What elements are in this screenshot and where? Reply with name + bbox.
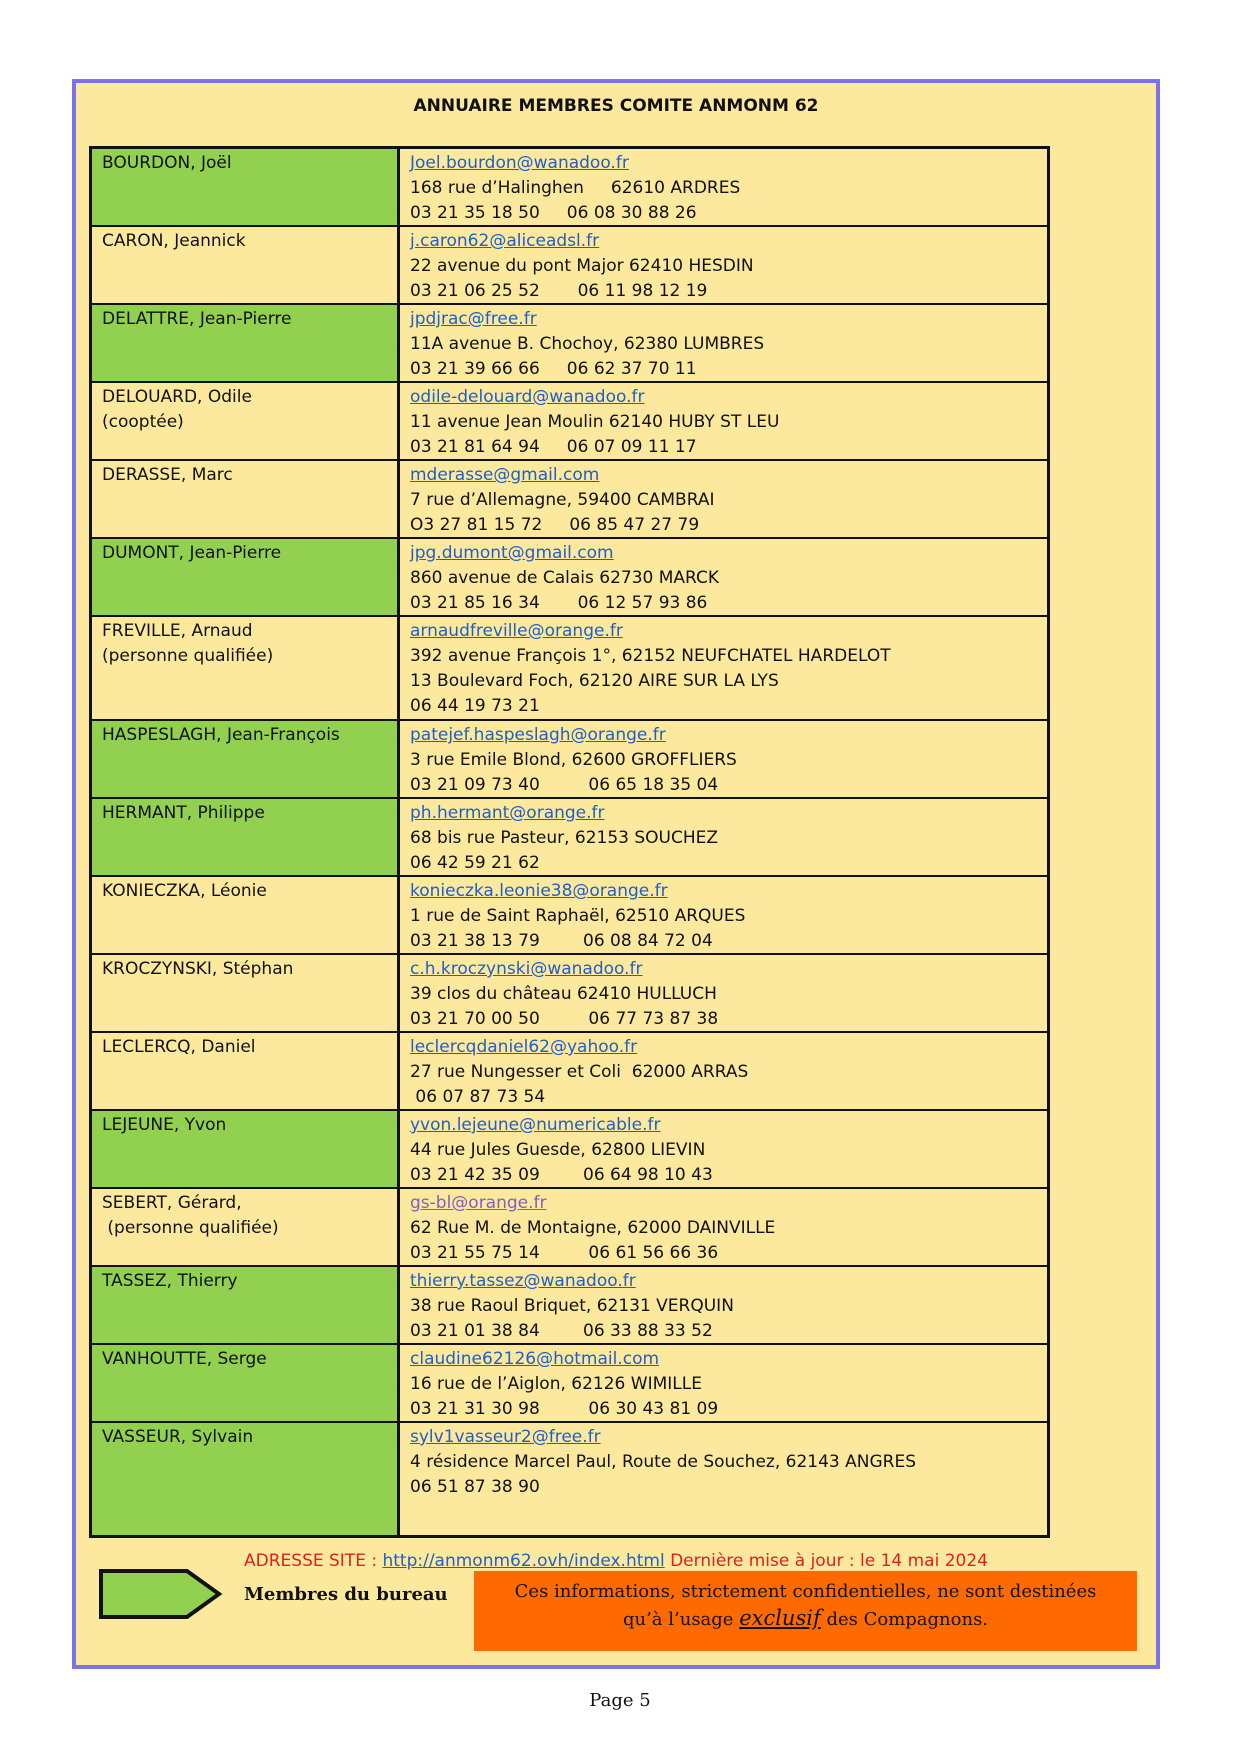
member-email-link[interactable]: patejef.haspeslagh@orange.fr: [410, 725, 666, 745]
member-phones: 03 21 38 13 79 06 08 84 72 04: [410, 931, 713, 951]
member-note: (personne qualifiée): [102, 646, 274, 666]
member-email-link[interactable]: Joel.bourdon@wanadoo.fr: [410, 153, 629, 173]
member-name-cell: HASPESLAGH, Jean-François: [92, 721, 400, 799]
member-name-cell: KROCZYNSKI, Stéphan: [92, 955, 400, 1033]
member-note: (cooptée): [102, 412, 184, 432]
member-name-cell: DELOUARD, Odile (cooptée): [92, 383, 400, 461]
member-info-cell: [400, 877, 1047, 955]
member-info-cell: [400, 305, 1047, 383]
member-address: 22 avenue du pont Major 62410 HESDIN: [410, 256, 754, 276]
member-email-link[interactable]: thierry.tassez@wanadoo.fr: [410, 1271, 636, 1291]
member-address: 27 rue Nungesser et Coli 62000 ARRAS: [410, 1062, 749, 1082]
member-email-link[interactable]: sylv1vasseur2@free.fr: [410, 1427, 601, 1447]
member-phones: 03 21 09 73 40 06 65 18 35 04: [410, 775, 719, 795]
member-info-cell: [400, 1033, 1047, 1111]
member-address: 392 avenue François 1°, 62152 NEUFCHATEL HARDELOT: [410, 646, 891, 666]
member-name-cell: SEBERT, Gérard, (personne qualifiée): [92, 1189, 400, 1267]
member-email-link[interactable]: ph.hermant@orange.fr: [410, 803, 605, 823]
member-info-cell: [400, 799, 1047, 877]
member-phones: 03 21 81 64 94 06 07 09 11 17: [410, 437, 697, 457]
member-phones: 03 21 06 25 52 06 11 98 12 19: [410, 281, 708, 301]
member-phones: 06 07 87 73 54: [410, 1087, 546, 1107]
member-name-cell: LEJEUNE, Yvon: [92, 1111, 400, 1189]
member-phones: 03 21 55 75 14 06 61 56 66 36: [410, 1243, 719, 1263]
member-email-link[interactable]: konieczka.leonie38@orange.fr: [410, 881, 668, 901]
member-phones: 06 51 87 38 90: [410, 1477, 540, 1497]
member-phones: 03 21 85 16 34 06 12 57 93 86: [410, 593, 708, 613]
page-title: ANNUAIRE MEMBRES COMITE ANMONM 62: [413, 96, 819, 116]
member-phones: 06 44 19 73 21: [410, 696, 540, 716]
member-info-cell: [400, 383, 1047, 461]
member-email-link[interactable]: leclercqdaniel62@yahoo.fr: [410, 1037, 638, 1057]
member-info-cell: [400, 721, 1047, 799]
member-phones: 03 21 42 35 09 06 64 98 10 43: [410, 1165, 713, 1185]
member-email-link[interactable]: yvon.lejeune@numericable.fr: [410, 1115, 661, 1135]
member-phones: O3 27 81 15 72 06 85 47 27 79: [410, 515, 700, 535]
site-address-line: [76, 1551, 1156, 1571]
bureau-legend-label: Membres du bureau: [244, 1584, 448, 1605]
member-address: 860 avenue de Calais 62730 MARCK: [410, 568, 720, 588]
member-name-cell: KONIECZKA, Léonie: [92, 877, 400, 955]
member-email-link[interactable]: jpg.dumont@gmail.com: [410, 543, 614, 563]
member-address: 4 résidence Marcel Paul, Route de Souchez, 62143 ANGRES: [410, 1452, 916, 1472]
directory-frame: [72, 79, 1160, 1669]
member-email-link[interactable]: claudine62126@hotmail.com: [410, 1349, 660, 1369]
member-email-link[interactable]: gs-bl@orange.fr: [410, 1193, 547, 1213]
site-url-link[interactable]: http://anmonm62.ovh/index.html: [382, 1551, 665, 1571]
member-name-cell: VANHOUTTE, Serge: [92, 1345, 400, 1423]
member-phones: 03 21 31 30 98 06 30 43 81 09: [410, 1399, 719, 1419]
member-address: 11 avenue Jean Moulin 62140 HUBY ST LEU: [410, 412, 780, 432]
member-phones: 03 21 70 00 50 06 77 73 87 38: [410, 1009, 719, 1029]
member-name-cell: FREVILLE, Arnaud (personne qualifiée): [92, 617, 400, 721]
member-phones: 03 21 01 38 84 06 33 88 33 52: [410, 1321, 713, 1341]
member-name-cell: TASSEZ, Thierry: [92, 1267, 400, 1345]
member-info-cell: [400, 1345, 1047, 1423]
member-address: 44 rue Jules Guesde, 62800 LIEVIN: [410, 1140, 706, 1160]
site-label: ADRESSE SITE :: [244, 1551, 383, 1571]
page-number: Page 5: [589, 1690, 651, 1711]
member-address: 7 rue d’Allemagne, 59400 CAMBRAI: [410, 490, 715, 510]
notice-emphasis: exclusif: [739, 1606, 821, 1630]
member-info-cell: [400, 461, 1047, 539]
member-name-cell: LECLERCQ, Daniel: [92, 1033, 400, 1111]
member-name-cell: VASSEUR, Sylvain: [92, 1423, 400, 1535]
member-info-cell: [400, 1111, 1047, 1189]
member-email-link[interactable]: j.caron62@aliceadsl.fr: [410, 231, 600, 251]
member-info-cell: [400, 1267, 1047, 1345]
member-name-cell: BOURDON, Joël: [92, 149, 400, 227]
member-email-link[interactable]: arnaudfreville@orange.fr: [410, 621, 623, 641]
member-address: 3 rue Emile Blond, 62600 GROFFLIERS: [410, 750, 737, 770]
member-info-cell: [400, 539, 1047, 617]
member-email-link[interactable]: mderasse@gmail.com: [410, 465, 600, 485]
member-email-link[interactable]: odile-delouard@wanadoo.fr: [410, 387, 645, 407]
member-phones: 06 42 59 21 62: [410, 853, 540, 873]
member-address: 38 rue Raoul Briquet, 62131 VERQUIN: [410, 1296, 734, 1316]
members-table: [89, 146, 1050, 1538]
member-address: 1 rue de Saint Raphaël, 62510 ARQUES: [410, 906, 746, 926]
member-info-cell: [400, 227, 1047, 305]
member-info-cell: [400, 149, 1047, 227]
member-address: 68 bis rue Pasteur, 62153 SOUCHEZ: [410, 828, 719, 848]
member-info-cell: [400, 617, 1047, 721]
member-name-cell: DUMONT, Jean-Pierre: [92, 539, 400, 617]
member-address: 16 rue de l’Aiglon, 62126 WIMILLE: [410, 1374, 702, 1394]
member-name-cell: HERMANT, Philippe: [92, 799, 400, 877]
member-address: 39 clos du château 62410 HULLUCH: [410, 984, 717, 1004]
member-name-cell: DERASSE, Marc: [92, 461, 400, 539]
member-name-cell: DELATTRE, Jean-Pierre: [92, 305, 400, 383]
member-note: (personne qualifiée): [102, 1218, 279, 1238]
member-address: 62 Rue M. de Montaigne, 62000 DAINVILLE: [410, 1218, 776, 1238]
member-address: 11A avenue B. Chochoy, 62380 LUMBRES: [410, 334, 765, 354]
update-date: Dernière mise à jour : le 14 mai 2024: [664, 1551, 988, 1571]
member-info-cell: [400, 1423, 1047, 1535]
member-phones: 03 21 35 18 50 06 08 30 88 26: [410, 203, 697, 223]
confidentiality-notice: Ces informations, strictement confidentielles, ne sont destinées qu’à l’usage exclusif des Compagnons.: [474, 1571, 1137, 1651]
bureau-legend-arrow-icon: [99, 1567, 223, 1621]
member-address: 168 rue d’Halinghen 62610 ARDRES: [410, 178, 741, 198]
member-name-cell: CARON, Jeannick: [92, 227, 400, 305]
member-email-link[interactable]: jpdjrac@free.fr: [410, 309, 537, 329]
member-phones: 03 21 39 66 66 06 62 37 70 11: [410, 359, 697, 379]
member-email-link[interactable]: c.h.kroczynski@wanadoo.fr: [410, 959, 643, 979]
member-address-secondary: 13 Boulevard Foch, 62120 AIRE SUR LA LYS: [410, 671, 779, 691]
member-info-cell: [400, 1189, 1047, 1267]
member-info-cell: [400, 955, 1047, 1033]
